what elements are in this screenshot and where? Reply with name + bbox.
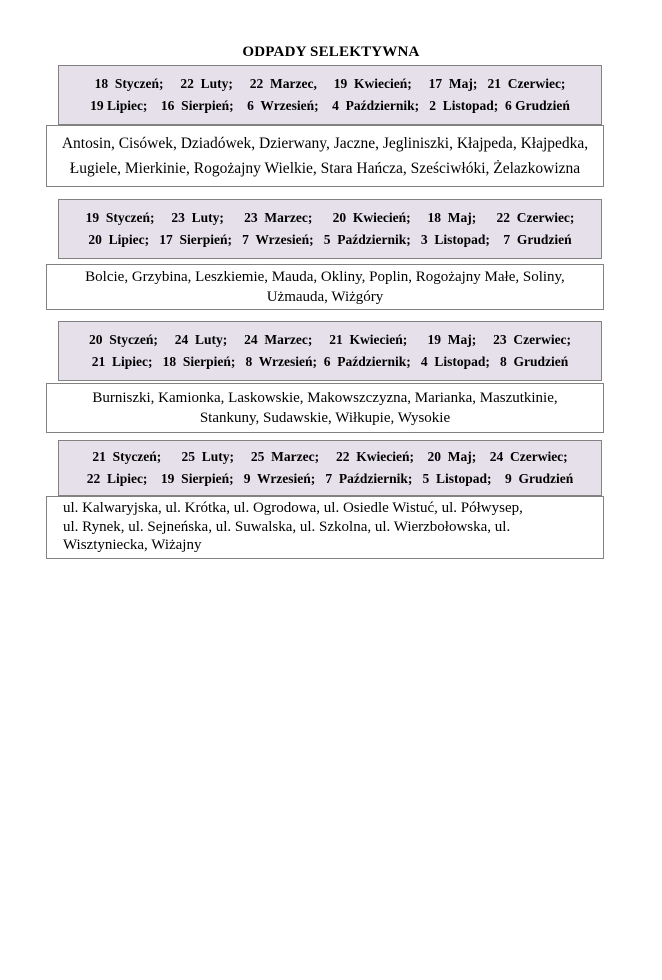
dates-line: 21 Styczeń; 25 Luty; 25 Marzec; 22 Kwiecień; 20 Maj; 24 Czerwiec; xyxy=(92,449,568,464)
dates-line: 19 Styczeń; 23 Luty; 23 Marzec; 20 Kwiecień; 18 Maj; 22 Czerwiec; xyxy=(85,210,575,225)
schedule-group-4 xyxy=(0,440,662,559)
streets-box xyxy=(46,496,604,559)
streets-line: ul. Rynek, ul. Sejneńska, ul. Suwalska, ul. Szkolna, ul. Wierzbołowska, ul. xyxy=(63,518,511,535)
dates-line: 20 Styczeń; 24 Luty; 24 Marzec; 21 Kwiecień; 19 Maj; 23 Czerwiec; xyxy=(88,332,572,347)
collection-dates-box-2 xyxy=(58,199,602,259)
document-page xyxy=(0,44,662,980)
localities-box-1 xyxy=(46,125,604,187)
localities-line: Użmauda, Wiżgóry xyxy=(266,289,384,305)
collection-dates-box-1 xyxy=(58,65,602,125)
streets-line: ul. Kalwaryjska, ul. Krótka, ul. Ogrodowa, ul. Osiedle Wistuć, ul. Półwysep, xyxy=(63,500,523,516)
localities-line: Stankuny, Sudawskie, Wiłkupie, Wysokie xyxy=(199,410,451,426)
localities-line: Ługiele, Mierkinie, Rogożajny Wielkie, Stara Hańcza, Sześciwłóki, Żelazkowizna xyxy=(69,160,581,177)
dates-line: 19 Lipiec; 16 Sierpień; 6 Wrzesień; 4 Październik; 2 Listopad; 6 Grudzień xyxy=(90,98,570,113)
localities-line: Antosin, Cisówek, Dziadówek, Dzierwany, Jaczne, Jegliniszki, Kłajpeda, Kłajpedka, xyxy=(61,135,589,152)
schedule-group-1 xyxy=(0,65,662,187)
dates-line: 22 Lipiec; 19 Sierpień; 9 Wrzesień; 7 Październik; 5 Listopad; 9 Grudzień xyxy=(86,471,574,486)
localities-box-2 xyxy=(46,264,604,310)
streets-line: Wisztyniecka, Wiżajny xyxy=(63,537,202,553)
collection-dates-box-4 xyxy=(58,440,602,496)
dates-line: 21 Lipiec; 18 Sierpień; 8 Wrzesień; 6 Październik; 4 Listopad; 8 Grudzień xyxy=(91,354,569,369)
dates-line: 20 Lipiec; 17 Sierpień; 7 Wrzesień; 5 Październik; 3 Listopad; 7 Grudzień xyxy=(88,232,572,247)
collection-dates-box-3 xyxy=(58,321,602,381)
schedule-group-3 xyxy=(0,321,662,433)
schedule-group-2 xyxy=(0,199,662,310)
page-title: ODPADY SELEKTYWNA xyxy=(242,44,420,60)
localities-box-3 xyxy=(46,383,604,433)
localities-line: Bolcie, Grzybina, Leszkiemie, Mauda, Okliny, Poplin, Rogożajny Małe, Soliny, xyxy=(85,269,565,285)
dates-line: 18 Styczeń; 22 Luty; 22 Marzec, 19 Kwiecień; 17 Maj; 21 Czerwiec; xyxy=(94,76,566,91)
localities-line: Burniszki, Kamionka, Laskowskie, Makowszczyzna, Marianka, Maszutkinie, xyxy=(92,390,558,406)
